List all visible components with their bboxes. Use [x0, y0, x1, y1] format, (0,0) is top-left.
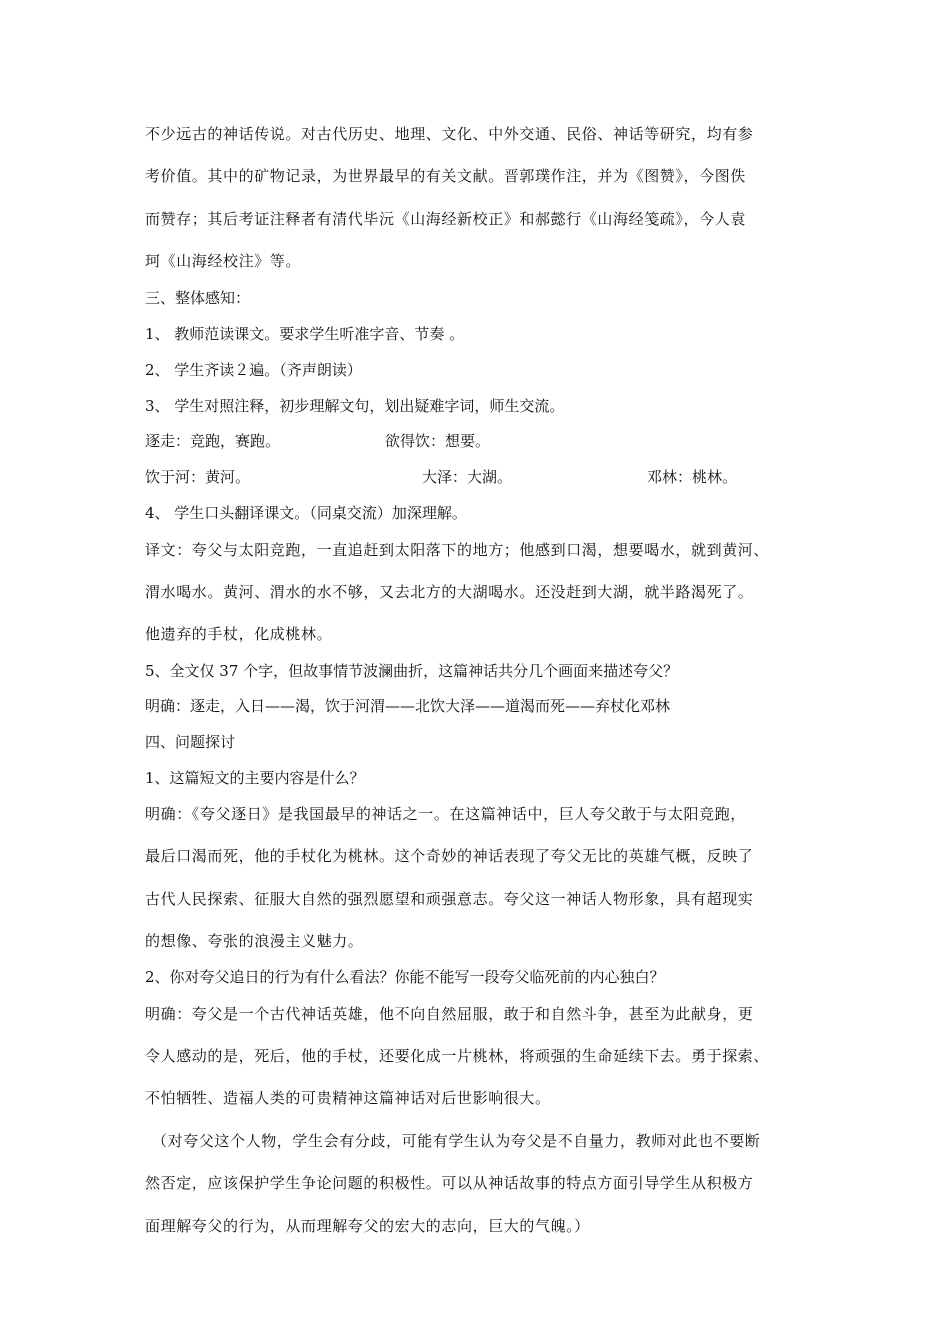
intro-line-3: 而赞存；其后考证注释者有清代毕沅《山海经新校正》和郝懿行《山海经笺疏》，今人袁	[145, 210, 746, 228]
question-2: 2、你对夸父追日的行为有什么看法？你能不能写一段夸父临死前的内心独白？	[145, 968, 665, 986]
translation-line-3: 他遗弃的手杖，化成桃林。	[145, 625, 333, 643]
answer-2-line-1: 明确：夸父是一个古代神话英雄，他不向自然屈服，敢于和自然斗争，甚至为此献身，更	[145, 1005, 754, 1023]
translation-line-2: 渭水喝水。黄河、渭水的水不够，又去北方的大湖喝水。还没赶到大湖，就半路渴死了。	[145, 583, 754, 601]
intro-line-2: 考价值。其中的矿物记录，为世界最早的有关文献。晋郭璞作注，并为《图赞》，今图佚	[145, 167, 746, 185]
intro-line-1: 不少远古的神话传说。对古代历史、地理、文化、中外交通、民俗、神话等研究，均有参	[145, 125, 754, 143]
step-4: 4、 学生口头翻译课文。（同桌交流）加深理解。	[145, 504, 467, 522]
step-2: 2、 学生齐读２遍。（齐声朗读）	[145, 361, 362, 379]
gloss-zhuzou: 逐走：竞跑，赛跑。	[145, 432, 281, 450]
section-3-title: 三、整体感知：	[145, 289, 251, 307]
answer-2-line-3: 不怕牺牲、造福人类的可贵精神这篇神话对后世影响很大。	[145, 1089, 551, 1107]
gloss-yinyuhe: 饮于河：黄河。	[145, 468, 251, 486]
question-1: 1、这篇短文的主要内容是什么？	[145, 769, 365, 787]
answer-1-line-4: 的想像、夸张的浪漫主义魅力。	[145, 932, 364, 950]
answer-1-line-2: 最后口渴而死，他的手杖化为桃林。这个奇妙的神话表现了夸父无比的英雄气概，反映了	[145, 847, 754, 865]
answer-2-line-2: 令人感动的是，死后，他的手杖，还要化成一片桃林，将顽强的生命延续下去。勇于探索、	[145, 1047, 770, 1065]
answer-1-line-3: 古代人民探索、征服大自然的强烈愿望和顽强意志。夸父这一神话人物形象，具有超现实	[145, 890, 754, 908]
gloss-daze: 大泽：大湖。	[422, 468, 513, 486]
step-3: 3、 学生对照注释，初步理解文句，划出疑难字词，师生交流。	[145, 397, 565, 415]
step-1: 1、 教师范读课文。要求学生听准字音、节奏 。	[145, 325, 465, 343]
section-4-title: 四、问题探讨	[145, 733, 236, 751]
gloss-denglin: 邓林：桃林。	[647, 468, 738, 486]
gloss-yudeyin: 欲得饮：想要。	[385, 432, 491, 450]
translation-line-1: 译文：夸父与太阳竞跑，一直追赶到太阳落下的地方；他感到口渴，想要喝水，就到黄河、	[145, 541, 770, 559]
note-line-3: 面理解夸父的行为，从而理解夸父的宏大的志向，巨大的气魄。）	[145, 1217, 590, 1235]
note-line-2: 然否定，应该保护学生争论问题的积极性。可以从神话故事的特点方面引导学生从积极方	[145, 1174, 754, 1192]
intro-line-4: 珂《山海经校注》等。	[145, 252, 302, 270]
step-5-answer: 明确：逐走，入日——渴，饮于河渭——北饮大泽——道渴而死——弃杖化邓林	[145, 697, 671, 715]
answer-1-line-1: 明确：《夸父逐日》是我国最早的神话之一。在这篇神话中，巨人夸父敢于与太阳竞跑，	[145, 805, 746, 823]
note-line-1: （对夸父这个人物，学生会有分歧，可能有学生认为夸父是不自量力，教师对此也不要断	[152, 1132, 761, 1150]
step-5: 5、全文仅 37 个字，但故事情节波澜曲折，这篇神话共分几个画面来描述夸父？	[145, 662, 679, 680]
